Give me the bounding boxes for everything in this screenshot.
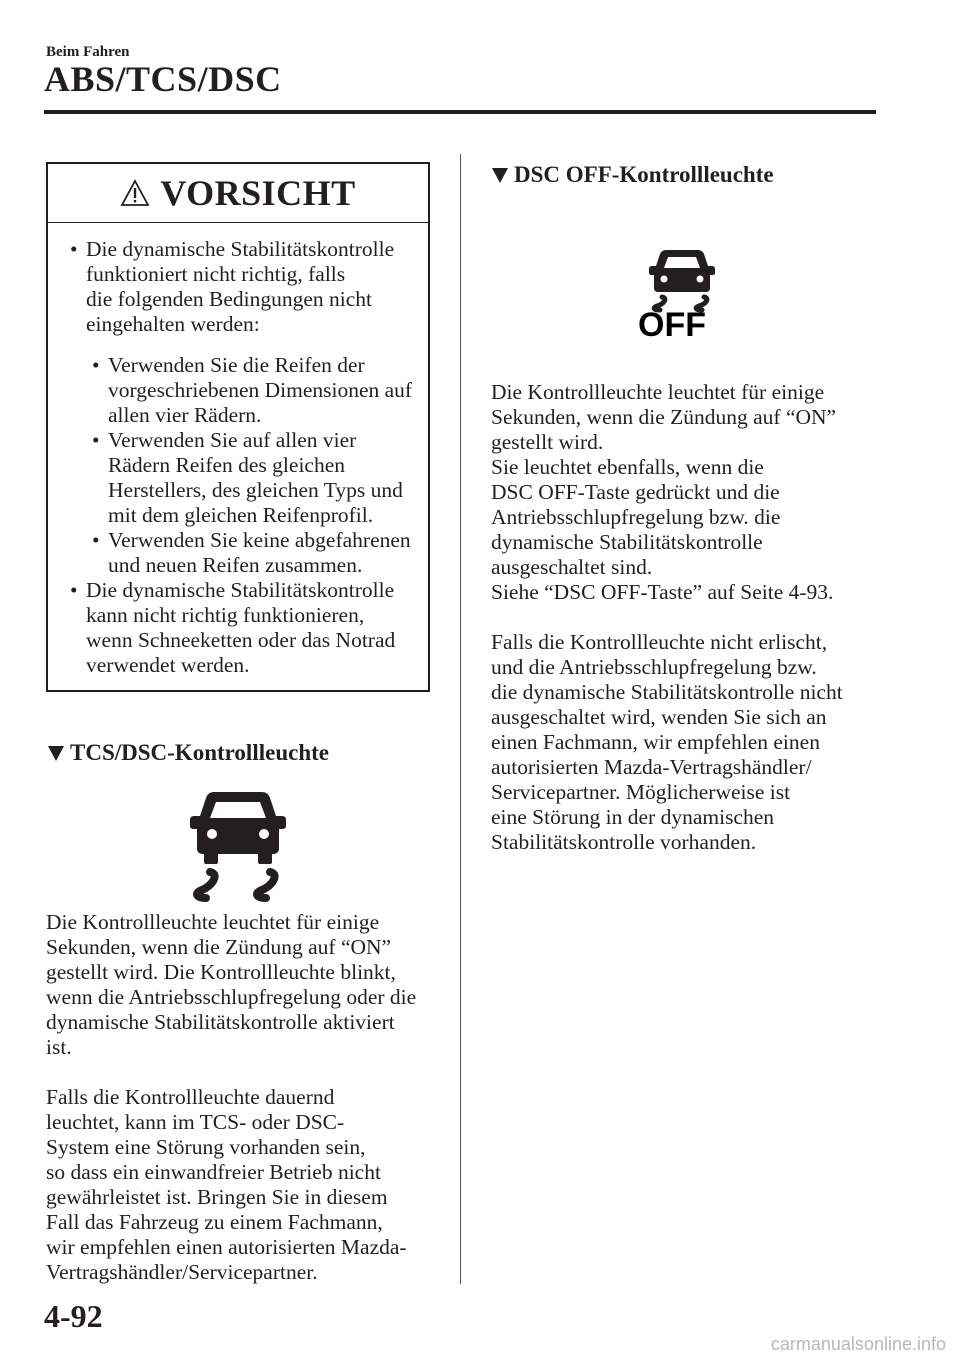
- text-line: gestellt wird. Die Kontrollleuchte blinkt,: [46, 960, 396, 984]
- text-line: DSC OFF-Taste gedrückt und die: [491, 480, 780, 504]
- caution-sub-line: Herstellers, des gleichen Typs und: [108, 478, 403, 502]
- caution-sub-line: allen vier Rädern.: [108, 403, 262, 427]
- warning-triangle-icon: [120, 179, 150, 207]
- text-line: Stabilitätskontrolle vorhanden.: [491, 830, 757, 854]
- caution-item-line: kann nicht richtig funktionieren,: [86, 603, 365, 627]
- caution-sub-line: Verwenden Sie die Reifen der: [108, 353, 365, 377]
- bullet: •: [92, 428, 100, 452]
- tcs-heading-text: TCS/DSC-Kontrollleuchte: [70, 740, 329, 765]
- dsc-off-heading: [492, 162, 774, 188]
- bullet: •: [70, 578, 78, 602]
- caution-item-line: Die dynamische Stabilitätskontrolle: [86, 578, 395, 602]
- caution-item-line: verwendet werden.: [86, 653, 250, 677]
- tcs-heading: [48, 740, 329, 766]
- bullet: •: [92, 528, 100, 552]
- bullet: •: [92, 353, 100, 377]
- caution-box: [46, 162, 430, 692]
- caution-item-line: eingehalten werden:: [86, 312, 260, 336]
- caution-item-line: die folgenden Bedingungen nicht: [86, 287, 372, 311]
- text-line: ist.: [46, 1035, 72, 1059]
- caution-subitem: [66, 353, 420, 428]
- section-label: Beim Fahren: [46, 44, 130, 60]
- dsc-off-paragraph-2: [491, 630, 843, 855]
- text-line: wir empfehlen einen autorisierten Mazda-: [46, 1235, 407, 1259]
- text-line: Vertragshändler/Servicepartner.: [46, 1260, 318, 1284]
- section-marker-icon: [48, 746, 64, 761]
- text-line: dynamische Stabilitätskontrolle aktiviert: [46, 1010, 395, 1034]
- text-line: System eine Störung vorhanden sein,: [46, 1135, 366, 1159]
- text-line: autorisierten Mazda-Vertragshändler/: [491, 755, 812, 779]
- caution-item: [66, 578, 420, 678]
- caution-subitem: [66, 528, 420, 578]
- tcs-paragraph-1: [46, 910, 416, 1060]
- text-line: einen Fachmann, wir empfehlen einen: [491, 730, 820, 754]
- text-line: Die Kontrollleuchte leuchtet für einige: [491, 380, 825, 404]
- off-label: OFF: [638, 306, 706, 340]
- header-rule: [44, 110, 876, 114]
- caution-sub-line: mit dem gleichen Reifenprofil.: [108, 503, 374, 527]
- text-line: Sie leuchtet ebenfalls, wenn die: [491, 455, 764, 479]
- caution-header: [48, 164, 428, 223]
- caution-item-line: Die dynamische Stabilitätskontrolle: [86, 237, 395, 261]
- text-line: Fall das Fahrzeug zu einem Fachmann,: [46, 1210, 383, 1234]
- text-line: wenn die Antriebsschlupfregelung oder die: [46, 985, 417, 1009]
- caution-sub-line: Verwenden Sie keine abgefahrenen: [108, 528, 411, 552]
- caution-item-line: funktioniert nicht richtig, falls: [86, 262, 346, 286]
- dsc-off-paragraph-1: [491, 380, 836, 605]
- caution-item-line: wenn Schneeketten oder das Notrad: [86, 628, 396, 652]
- text-line: Sekunden, wenn die Zündung auf “ON”: [46, 935, 392, 959]
- text-line: dynamische Stabilitätskontrolle: [491, 530, 763, 554]
- text-line: Falls die Kontrollleuchte dauernd: [46, 1085, 335, 1109]
- dsc-off-indicator-icon: [608, 248, 738, 340]
- caution-title: VORSICHT: [160, 173, 356, 213]
- caution-sub-line: Rädern Reifen des gleichen: [108, 453, 346, 477]
- caution-sub-line: und neuen Reifen zusammen.: [108, 553, 363, 577]
- caution-body: [48, 223, 428, 678]
- tcs-dsc-indicator-icon: [186, 788, 290, 902]
- text-line: gestellt wird.: [491, 430, 604, 454]
- page-number: 4-92: [44, 1298, 103, 1334]
- text-line: Servicepartner. Möglicherweise ist: [491, 780, 791, 804]
- tcs-paragraph-2: [46, 1085, 407, 1285]
- text-line: so dass ein einwandfreier Betrieb nicht: [46, 1160, 381, 1184]
- text-line: ausgeschaltet wird, wenden Sie sich an: [491, 705, 827, 729]
- text-line: leuchtet, kann im TCS- oder DSC-: [46, 1110, 345, 1134]
- text-line: die dynamische Stabilitätskontrolle nicht: [491, 680, 843, 704]
- column-divider: [460, 154, 461, 1284]
- bullet: •: [70, 237, 78, 261]
- text-line: gewährleistet ist. Bringen Sie in diesem: [46, 1185, 388, 1209]
- caution-sub-line: Verwenden Sie auf allen vier: [108, 428, 357, 452]
- dsc-off-heading-text: DSC OFF-Kontrollleuchte: [514, 162, 774, 187]
- watermark-link[interactable]: carmanualsonline.info: [770, 1334, 946, 1354]
- text-line: Die Kontrollleuchte leuchtet für einige: [46, 910, 380, 934]
- text-line: ausgeschaltet sind.: [491, 555, 653, 579]
- section-marker-icon: [492, 168, 508, 183]
- text-line: Sekunden, wenn die Zündung auf “ON”: [491, 405, 837, 429]
- text-line: Siehe “DSC OFF-Taste” auf Seite 4-93.: [491, 580, 834, 604]
- caution-sub-line: vorgeschriebenen Dimensionen auf: [108, 378, 413, 402]
- text-line: Falls die Kontrollleuchte nicht erlischt,: [491, 630, 828, 654]
- text-line: eine Störung in der dynamischen: [491, 805, 775, 829]
- caution-item: [66, 237, 420, 337]
- caution-subitem: [66, 428, 420, 528]
- chapter-title: ABS/TCS/DSC: [44, 59, 282, 99]
- text-line: und die Antriebsschlupfregelung bzw.: [491, 655, 817, 679]
- text-line: Antriebsschlupfregelung bzw. die: [491, 505, 781, 529]
